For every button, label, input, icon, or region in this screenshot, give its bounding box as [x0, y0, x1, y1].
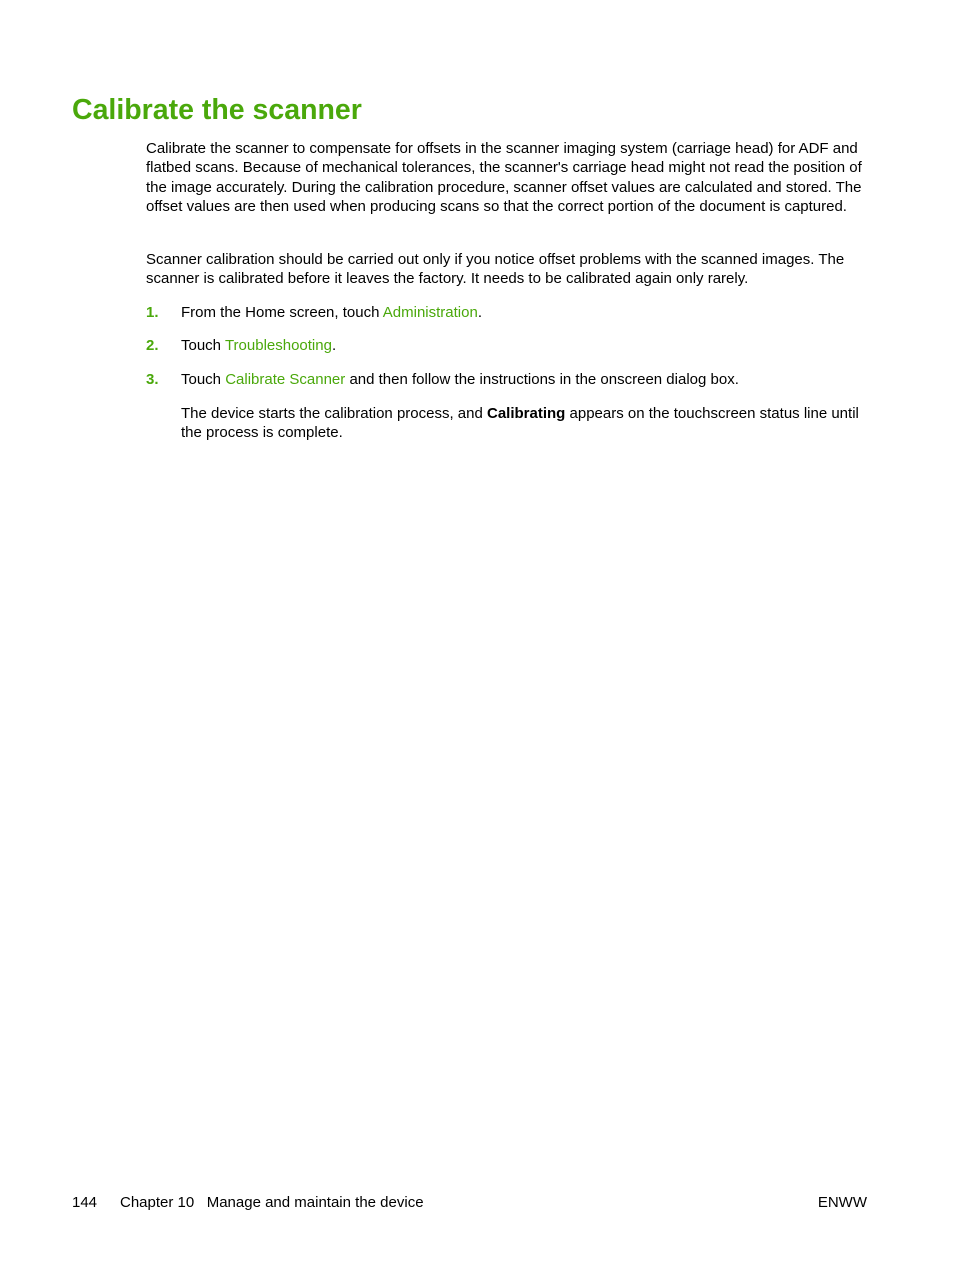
step-number: 2. — [146, 337, 159, 354]
administration-link[interactable]: Administration — [382, 304, 478, 321]
step-text — [181, 336, 336, 355]
calibration-note-paragraph: Scanner calibration should be carried out only if you notice offset problems with the scanned images. The scanner is calibrated before it leaves the factory. It needs to be calibrated again only rarely. — [146, 251, 845, 288]
step-text — [181, 370, 739, 389]
step-text — [181, 303, 482, 322]
step-suffix: . — [477, 304, 482, 321]
step-prefix: Touch — [181, 337, 225, 354]
footer-page-number: 144 — [72, 1194, 98, 1211]
step-prefix: From the Home screen, touch — [181, 304, 383, 321]
step-number: 3. — [146, 371, 159, 388]
step-suffix: and then follow the instructions in the onscreen dialog box. — [345, 371, 739, 388]
intro-paragraph: Calibrate the scanner to compensate for offsets in the scanner imaging system (carriage head) for ADF and flatbed scans. Because of mechanical tolerances, the scanner's carriage head might not read the position of the image accurately. During the calibration procedure, scanner offset values are calculated and stored. The offset values are then used when producing scans so that the correct portion of the document is captured. — [146, 140, 862, 216]
step-prefix: Touch — [181, 371, 226, 388]
page-title: Calibrate the scanner — [72, 94, 362, 126]
footer-chapter: Chapter 10 Manage and maintain the device — [120, 1194, 424, 1211]
step-suffix: . — [331, 337, 337, 354]
calibrating-status-text: Calibrating — [487, 405, 566, 422]
step-number: 1. — [146, 304, 159, 321]
step-3-result — [181, 404, 876, 443]
result-suffix: appears on the touchscreen status line until the process is complete. — [181, 405, 859, 442]
calibrate-scanner-link[interactable]: Calibrate Scanner — [225, 371, 346, 388]
footer-locale: ENWW — [817, 1194, 867, 1211]
troubleshooting-link[interactable]: Troubleshooting — [224, 337, 332, 354]
result-prefix: The device starts the calibration process, and — [181, 405, 487, 422]
